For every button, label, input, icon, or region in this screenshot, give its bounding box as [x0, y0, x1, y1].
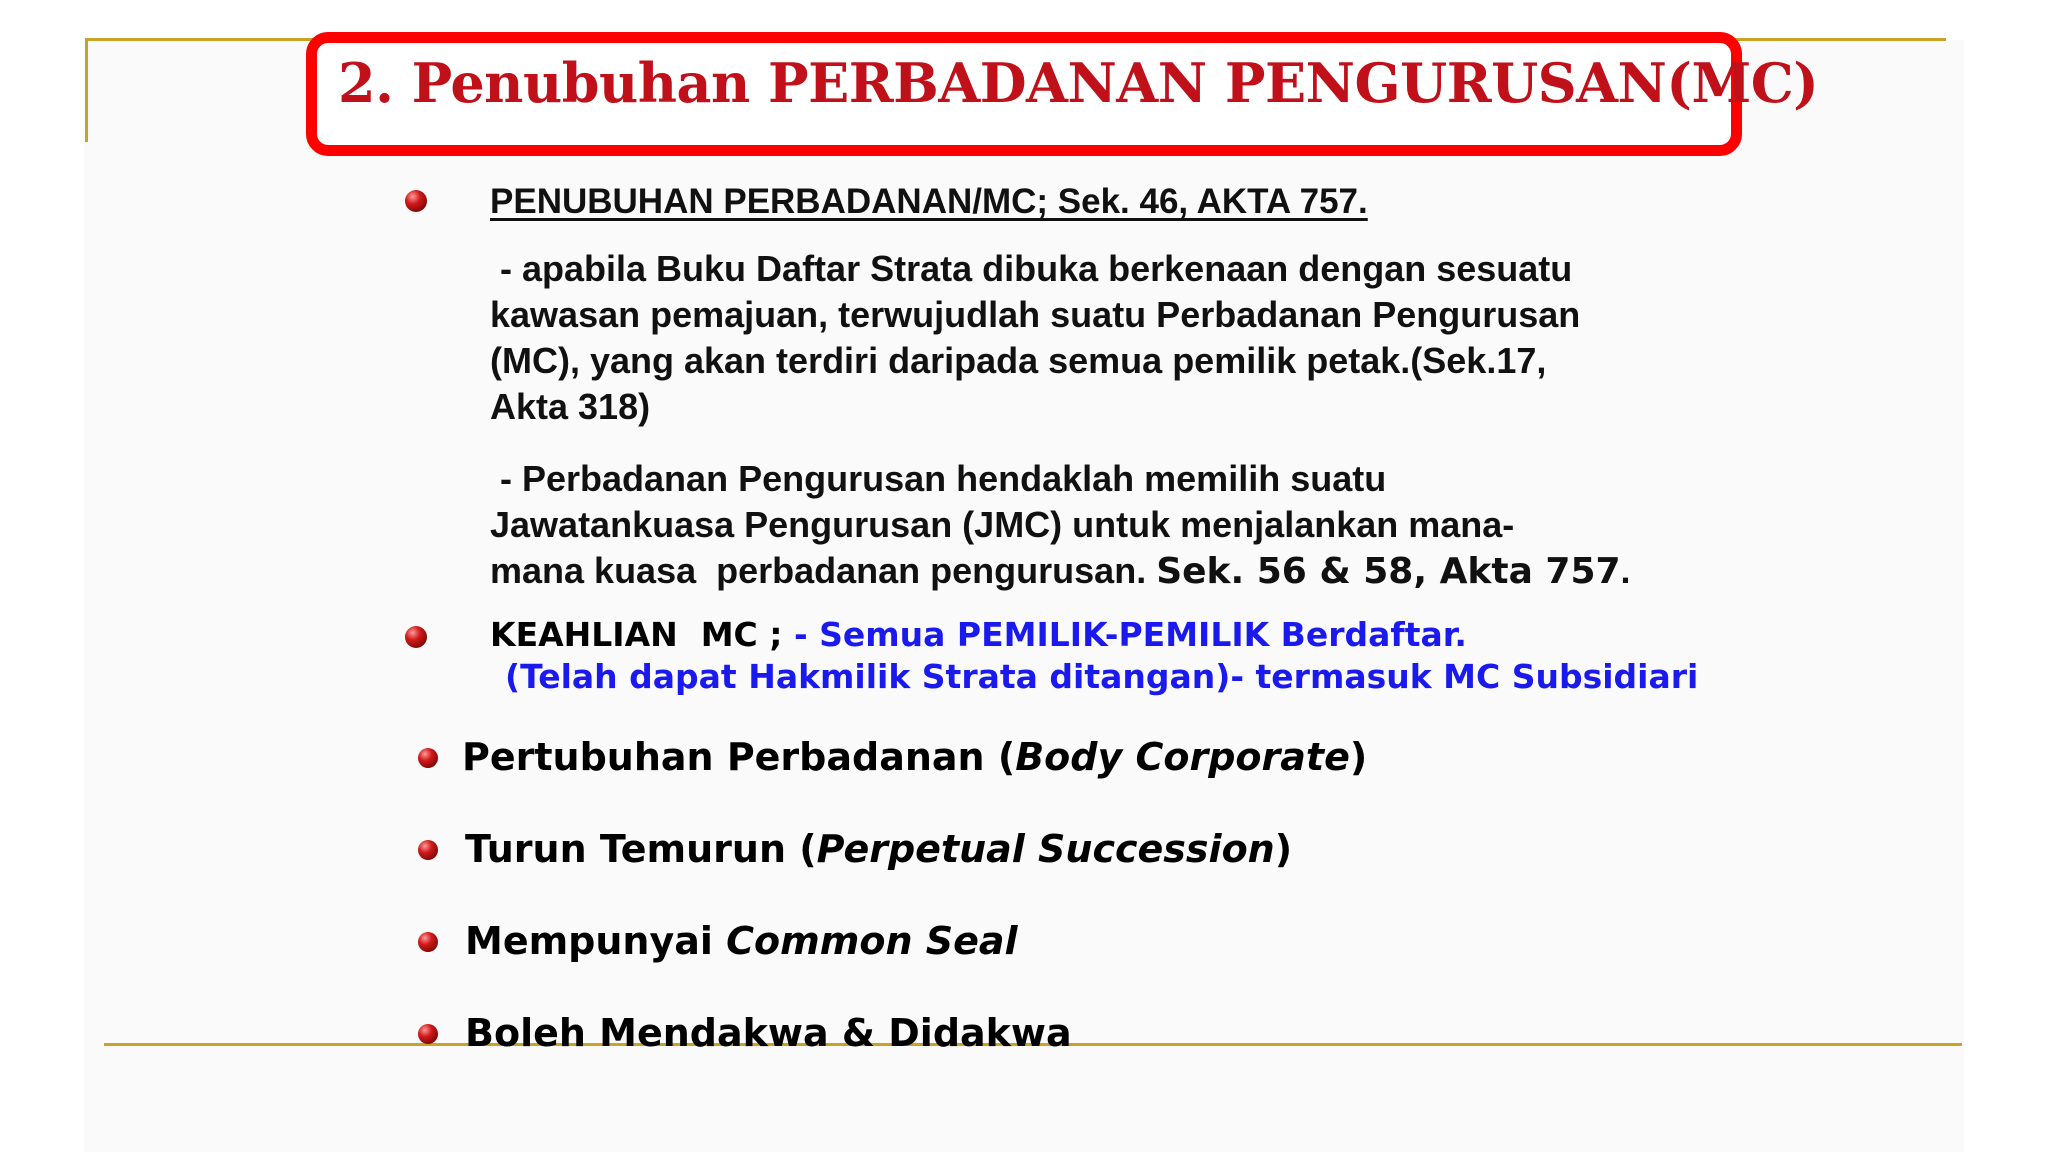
feature-body-corporate: [462, 731, 1367, 783]
feature-perpetual-succession: [465, 823, 1292, 875]
section-heading-penubuhan: PENUBUHAN PERBADANAN/MC; Sek. 46, AKTA 757.: [490, 182, 1368, 221]
feature-suffix: ): [1349, 735, 1368, 779]
act-reference: Sek. 56 & 58, Akta 757: [1156, 551, 1621, 592]
paragraph-line: Akta 318): [490, 386, 651, 427]
paragraph-buku-daftar: [490, 246, 1580, 430]
red-sphere-bullet-icon: [418, 932, 438, 952]
left-rule: [85, 38, 88, 142]
feature-italic: Perpetual Succession: [816, 827, 1275, 871]
paragraph-line: kawasan pemajuan, terwujudlah suatu Perbadanan Pengurusan: [490, 294, 1581, 335]
keahlian-members: - Semua PEMILIK-PEMILIK Berdaftar.: [793, 615, 1467, 654]
red-sphere-bullet-icon: [405, 190, 427, 212]
feature-text: Pertubuhan Perbadanan (: [462, 735, 1016, 779]
paragraph-end: .: [1620, 550, 1631, 591]
feature-italic: Body Corporate: [1015, 735, 1350, 779]
paragraph-text: mana kuasa perbadanan pengurusan.: [490, 550, 1157, 591]
feature-common-seal: [465, 915, 1018, 967]
paragraph-line: (MC), yang akan terdiri daripada semua pemilik petak.(Sek.17,: [490, 340, 1547, 381]
red-sphere-bullet-icon: [418, 748, 438, 768]
feature-italic: Common Seal: [726, 919, 1018, 963]
paragraph-line: Jawatankuasa Pengurusan (JMC) untuk menjalankan mana-: [490, 504, 1515, 545]
slide-title: 2. Penubuhan PERBADANAN PENGURUSAN(MC): [338, 51, 1819, 115]
feature-suffix: ): [1274, 827, 1293, 871]
paragraph-line: - Perbadanan Pengurusan hendaklah memilih suatu: [490, 458, 1387, 499]
feature-text: Mempunyai: [465, 919, 727, 963]
red-sphere-bullet-icon: [418, 840, 438, 860]
red-sphere-bullet-icon: [418, 1024, 438, 1044]
keahlian-line: [490, 614, 1467, 656]
paragraph-line: [490, 548, 1631, 595]
feature-text: Boleh Mendakwa & Didakwa: [465, 1011, 1072, 1055]
paragraph-jawatankuasa: [490, 456, 1631, 595]
red-sphere-bullet-icon: [405, 626, 427, 648]
keahlian-label: KEAHLIAN MC ;: [490, 615, 794, 654]
keahlian-note: (Telah dapat Hakmilik Strata ditangan)- termasuk MC Subsidiari: [505, 657, 1699, 696]
feature-text: Turun Temurun (: [465, 827, 817, 871]
paragraph-line: - apabila Buku Daftar Strata dibuka berkenaan dengan sesuatu: [490, 248, 1573, 289]
feature-mendakwa: [465, 1007, 1072, 1059]
